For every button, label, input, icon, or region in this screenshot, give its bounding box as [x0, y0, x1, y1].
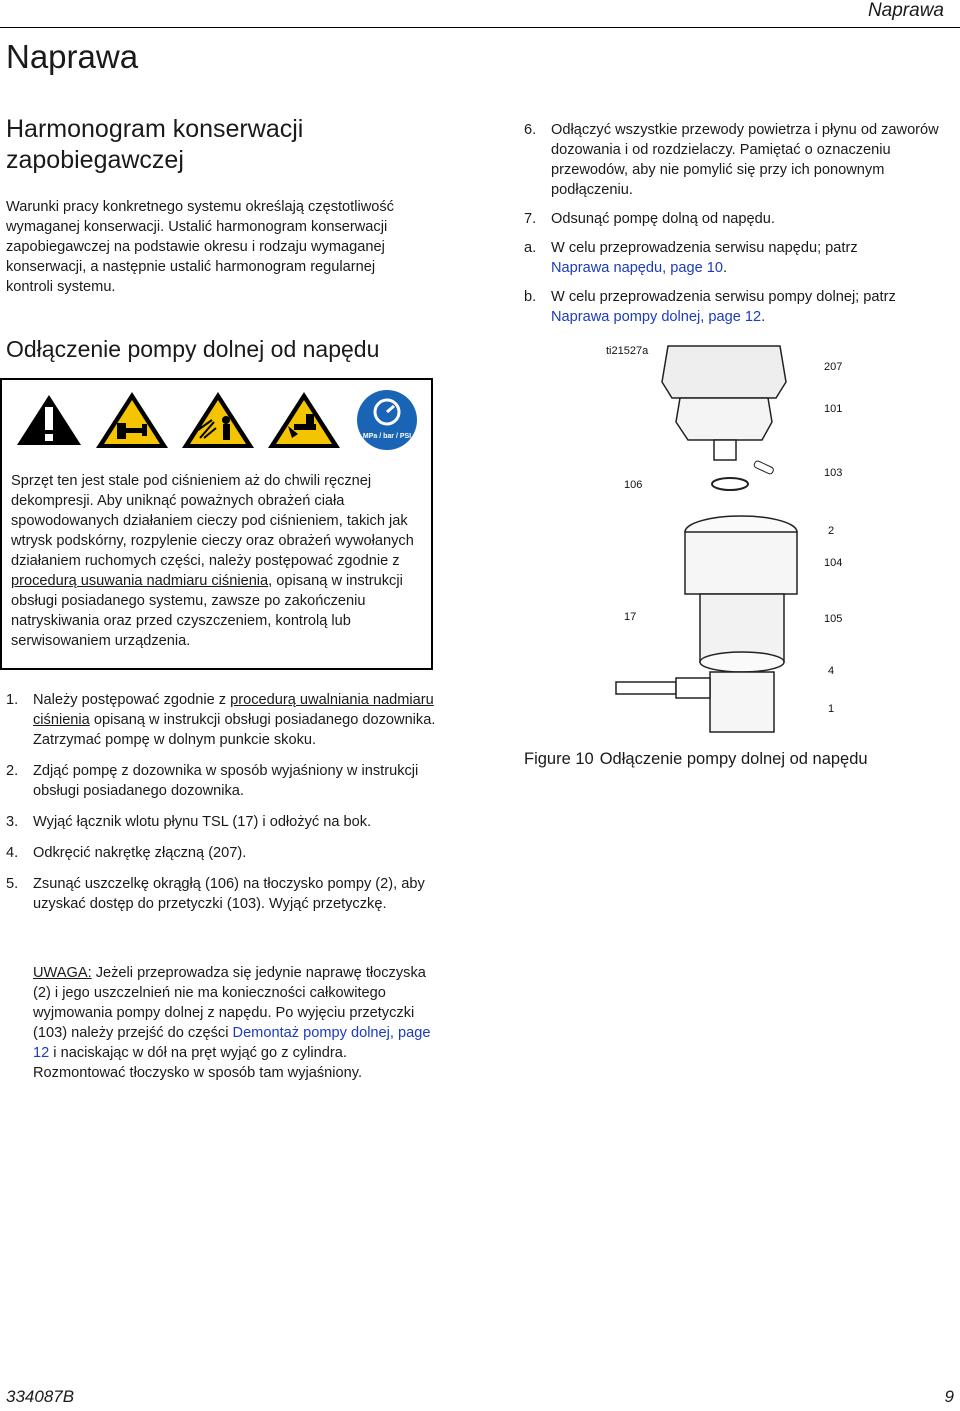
- note-label: UWAGA:: [33, 965, 92, 981]
- step-2: [6, 761, 436, 801]
- step-1: [6, 690, 436, 750]
- step-number: b.: [524, 289, 537, 305]
- step-text: Zdjąć pompę z dozownika w sposób wyjaśniony w instrukcji obsługi posiadanego dozownika.: [33, 763, 419, 799]
- step-text: W celu przeprowadzenia serwisu napędu; patrz Naprawa napędu, page 10.: [551, 240, 858, 276]
- section-heading: Harmonogram konserwacji zapobiegawczej: [6, 115, 304, 174]
- note-paragraph: [33, 963, 435, 1083]
- callout-103: 103: [824, 467, 843, 479]
- step-text: Odłączyć wszystkie przewody powietrza i płynu od zaworów dozowania i od rozdzielaczy. Pamiętać o oznaczeniu przewodów, aby nie pomylić się przy ich ponownym podłączeniu.: [551, 122, 939, 198]
- step-text: Zsunąć uszczelkę okrągłą (106) na tłoczysko pompy (2), aby uzyskać dostęp do przetyczki (103). Wyjąć przetyczkę.: [33, 876, 425, 912]
- footer-page-number: 9: [944, 1387, 954, 1406]
- step-number: 6.: [524, 122, 537, 138]
- step-7: [524, 209, 944, 229]
- warning-text-b: , opisaną w instrukcji obsługi posiadanego systemu, zawsze po zakończeniu natryskiwania oraz przed czyszczeniem, kontrolą lub serwisowaniem urządzenia.: [11, 573, 403, 649]
- callout-4: 4: [828, 665, 835, 677]
- step-text: [33, 690, 436, 750]
- step-4: [6, 843, 436, 863]
- note-text-b: i naciskając w dół na pręt wyjąć go z cylindra. Rozmontować tłoczysko w sposób tam wyjaśniony.: [33, 1045, 363, 1081]
- callout-207: 207: [824, 361, 843, 373]
- step-5: [6, 874, 436, 914]
- step-3: [6, 812, 436, 832]
- step-7a-text: W celu przeprowadzenia serwisu napędu; patrz: [551, 240, 858, 256]
- step-number: a.: [524, 240, 537, 256]
- step-7b: [524, 287, 944, 327]
- pin-103-shape: [753, 460, 774, 475]
- splash-hazard-icon: [180, 390, 256, 450]
- step-6: [524, 120, 944, 200]
- callout-104: 104: [824, 557, 843, 569]
- note-text-a: Jeżeli przeprowadza się jedynie naprawę tłoczyska (2) i jego uszczelnień nie ma konieczności całkowitego wyjmowania pompy dolnej z napędu. Po wyjęciu przetyczki (103) należy przejść do części: [33, 965, 426, 1041]
- figure-caption: [524, 750, 874, 769]
- pressure-relief-icon: [352, 388, 422, 452]
- pump-head-shape: [685, 532, 797, 594]
- gauge-unit-label: MPa / bar / PSI: [362, 433, 412, 440]
- injection-hazard-icon: [94, 390, 170, 450]
- callout-1: 1: [828, 703, 835, 715]
- step-text: W celu przeprowadzenia serwisu pompy dolnej; patrz Naprawa pompy dolnej, page 12.: [551, 289, 896, 325]
- step-text: Wyjąć łącznik wlotu płynu TSL (17) i odłożyć na bok.: [33, 814, 372, 830]
- figure-caption-text: Odłączenie pompy dolnej od napędu: [599, 750, 868, 768]
- step-1-text-a: Należy postępować zgodnie z: [33, 692, 231, 708]
- callout-106: 106: [624, 479, 643, 491]
- step-number: 1.: [6, 692, 19, 708]
- lower-repair-link[interactable]: Naprawa pompy dolnej, page 12: [551, 309, 762, 325]
- callout-101: 101: [824, 403, 843, 415]
- step-7a: [524, 238, 944, 278]
- pressure-relief-procedure-link[interactable]: procedurą uwalniania nadmiaru ciśnienia: [33, 692, 434, 728]
- step-number: 7.: [524, 211, 537, 227]
- steps-right: [524, 120, 944, 336]
- pressure-relief-link[interactable]: procedurą usuwania nadmiaru ciśnienia: [11, 573, 269, 589]
- step-text: Odkręcić nakrętkę złączną (207).: [33, 845, 247, 861]
- drive-repair-link[interactable]: Naprawa napędu, page 10: [551, 260, 724, 276]
- caution-triangle-icon: [14, 392, 84, 448]
- callout-105: 105: [824, 613, 843, 625]
- header-section-label: Naprawa: [867, 0, 944, 21]
- rod-end-shape: [714, 440, 736, 460]
- steps-left: [6, 690, 436, 925]
- outlet-ring-shape: [700, 652, 784, 672]
- moving-parts-hazard-icon: [266, 390, 342, 450]
- figure-number: Figure 10: [524, 750, 594, 768]
- step-number: 2.: [6, 763, 19, 779]
- footer-doc-number: 334087B: [6, 1387, 75, 1406]
- callout-17: 17: [624, 611, 637, 623]
- o-ring-106-shape: [712, 478, 748, 490]
- pump-lower-shape: [710, 672, 774, 732]
- warning-text-a: Sprzęt ten jest stale pod ciśnieniem aż do chwili ręcznej dekompresji. Aby uniknąć poważnych obrażeń ciała spowodowanych działaniem cieczy pod ciśnieniem, takich jak wtrysk podskórny, rozpylenie cieczy oraz obrażeń wywołanych działaniem ruchomych części, należy postępować zgodnie z: [11, 473, 414, 569]
- pump-disconnect-figure: [596, 342, 876, 744]
- intro-paragraph: Warunki pracy konkretnego systemu określają częstotliwość wymaganej konserwacji. Ustalić harmonogram konserwacji zapobiegawczej na podstawie okresu i rodzaju wymaganej konserwacji, a następnie ustalić harmonogram regularnej kontroli systemu.: [6, 199, 394, 295]
- warning-text: [11, 471, 429, 651]
- tsl-fitting-body-shape: [676, 678, 710, 698]
- figure-id: ti21527a: [606, 345, 649, 357]
- drive-rod-shape: [676, 398, 772, 440]
- coupling-nut-shape: [662, 346, 786, 398]
- callout-2: 2: [828, 525, 835, 537]
- step-7b-text: W celu przeprowadzenia serwisu pompy dolnej; patrz: [551, 289, 896, 305]
- lower-removal-link[interactable]: Demontaż pompy dolnej, page 12: [33, 1025, 431, 1061]
- subsection-heading: Odłączenie pompy dolnej od napędu: [6, 336, 380, 362]
- page-title: Naprawa: [6, 38, 139, 75]
- step-number: 3.: [6, 814, 19, 830]
- tsl-fitting-17-shape: [616, 682, 676, 694]
- header-rule: [0, 27, 960, 28]
- warning-icons: [14, 390, 422, 450]
- step-number: 5.: [6, 876, 19, 892]
- step-number: 4.: [6, 845, 19, 861]
- warning-box: [0, 378, 433, 670]
- step-1-text-b: opisaną w instrukcji obsługi posiadanego dozownika. Zatrzymać pompę w dolnym punkcie skoku.: [33, 712, 436, 748]
- step-text: Odsunąć pompę dolną od napędu.: [551, 211, 775, 227]
